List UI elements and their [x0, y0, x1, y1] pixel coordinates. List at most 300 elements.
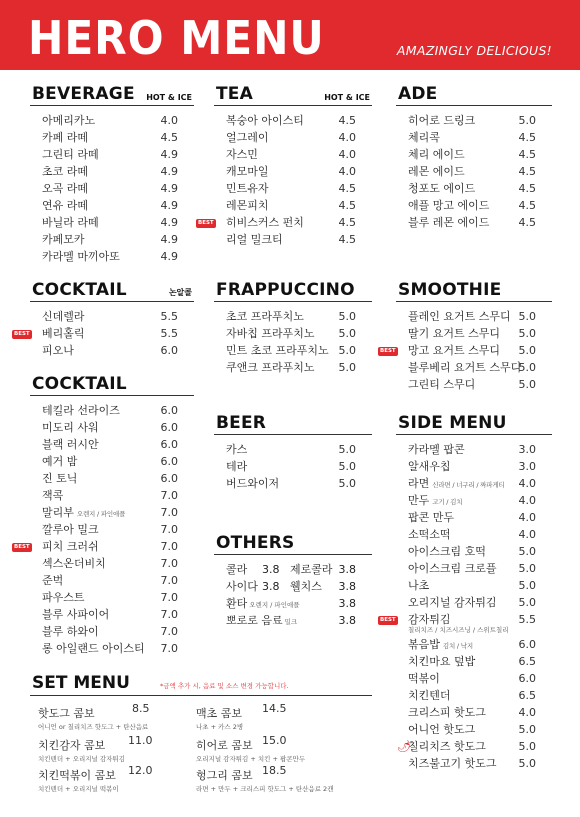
- menu-item: [30, 521, 194, 538]
- item-price: 4.5: [518, 216, 536, 229]
- item-price: 5.5: [518, 613, 536, 626]
- section-cocktail: [14, 374, 194, 657]
- item-name: 베리홀릭: [42, 327, 85, 340]
- item-name: 잭콕: [42, 489, 64, 502]
- item-name: 준벅: [42, 574, 64, 587]
- item-name: 섹스온더비치: [42, 557, 106, 570]
- section-note: HOT & ICE: [146, 93, 192, 102]
- item-name: 아이스크림 호떡: [408, 545, 486, 558]
- menu-list: [14, 402, 194, 657]
- item-name: 블루 사파이어: [42, 608, 110, 621]
- item-name: 플레인 요거트 스무디: [408, 310, 511, 323]
- item-name: 사이다: [226, 580, 258, 593]
- menu-item: [396, 670, 552, 687]
- menu-item: [30, 214, 194, 231]
- item-price: 7.0: [160, 591, 178, 604]
- section-header: [30, 374, 194, 396]
- menu-item: [396, 560, 552, 577]
- item-price: 4.0: [518, 477, 536, 490]
- item-price: 5.0: [518, 361, 536, 374]
- item-name: 말리부 오렌지 / 파인애플: [42, 506, 126, 519]
- menu-item: [396, 458, 552, 475]
- item-price: 6.5: [518, 689, 536, 702]
- menu-item: [396, 112, 552, 129]
- item-price: 3.8: [338, 614, 356, 627]
- menu-item: [30, 453, 194, 470]
- section-note: 논알콜: [168, 288, 192, 297]
- others-row: [214, 612, 372, 629]
- menu-item: [14, 538, 194, 555]
- others-row: [214, 595, 372, 612]
- section-header: [214, 280, 372, 302]
- item-name: 알새우칩: [408, 460, 451, 473]
- item-price: 5.0: [518, 740, 536, 753]
- item-price: 3.8: [338, 580, 356, 593]
- item-price: 7.0: [160, 642, 178, 655]
- item-price: 4.9: [160, 148, 178, 161]
- menu-item: [30, 342, 194, 359]
- item-price: 5.0: [338, 477, 356, 490]
- menu-item: [214, 129, 372, 146]
- item-price: 5.0: [518, 596, 536, 609]
- item-name: 파우스트: [42, 591, 85, 604]
- item-name: 카페모카: [42, 233, 85, 246]
- item-price: 4.9: [160, 250, 178, 263]
- section-header: [30, 84, 194, 106]
- section-title: TEA: [216, 84, 253, 104]
- item-price: 4.0: [338, 131, 356, 144]
- item-price: 7.0: [160, 506, 178, 519]
- section-header: [214, 84, 372, 106]
- item-price: 8.5: [132, 702, 150, 715]
- menu-item: [30, 640, 194, 657]
- item-price: 4.5: [338, 114, 356, 127]
- item-name: 예거 밤: [42, 455, 78, 468]
- divider: [30, 695, 372, 696]
- tagline: AMAZINGLY DELICIOUS!: [396, 43, 552, 58]
- item-price: 4.9: [160, 182, 178, 195]
- item-price: 4.9: [160, 233, 178, 246]
- item-price: 7.0: [160, 523, 178, 536]
- item-price: 3.8: [262, 580, 280, 593]
- item-price: 6.0: [160, 404, 178, 417]
- item-name: 히어로 콤보: [196, 739, 253, 752]
- item-price: 4.9: [160, 199, 178, 212]
- menu-list: [396, 112, 552, 231]
- item-price: 5.0: [518, 378, 536, 391]
- menu-list: [14, 308, 194, 359]
- chili-pepper-icon: 🌶: [397, 740, 411, 753]
- menu-item: [396, 704, 552, 721]
- menu-item: [30, 402, 194, 419]
- menu-item: [30, 248, 194, 265]
- set-menu-item: [196, 764, 333, 793]
- item-name: 초코 프라푸치노: [226, 310, 304, 323]
- section-header: [214, 533, 372, 555]
- item-price: 5.0: [338, 460, 356, 473]
- menu-item: [396, 376, 552, 393]
- item-name: 자바칩 프라푸치노: [226, 327, 315, 340]
- item-name: 테킬라 선라이즈: [42, 404, 120, 417]
- item-price: 4.5: [338, 182, 356, 195]
- item-name: 칠리치즈 핫도그: [408, 740, 486, 753]
- item-name: 치킨감자 콤보: [38, 739, 106, 752]
- menu-item: [30, 623, 194, 640]
- item-name: 바닐라 라떼: [42, 216, 99, 229]
- item-price: 5.0: [518, 757, 536, 770]
- item-price: 4.5: [518, 199, 536, 212]
- menu-list: [380, 308, 552, 393]
- item-name: 레몬 에이드: [408, 165, 465, 178]
- item-name: 얼그레이: [226, 131, 269, 144]
- menu-item: [30, 197, 194, 214]
- item-description: 어니언 or 칠리치즈 핫도그 + 탄산음료: [38, 723, 149, 731]
- section-title: ADE: [398, 84, 438, 104]
- item-name: 복숭아 아이스티: [226, 114, 304, 127]
- menu-item: [396, 129, 552, 146]
- section-others: [214, 533, 372, 629]
- section-beer: [214, 413, 372, 492]
- menu-item: [396, 475, 552, 492]
- item-price: 5.0: [518, 310, 536, 323]
- item-name: 아이스크림 크로플: [408, 562, 497, 575]
- item-name: 테라: [226, 460, 248, 473]
- section-ade: [396, 84, 552, 231]
- section-title: BEVERAGE: [32, 84, 135, 104]
- item-price: 7.0: [160, 489, 178, 502]
- menu-item: [214, 342, 372, 359]
- item-name: 카라멜 팝콘: [408, 443, 465, 456]
- item-price: 15.0: [262, 734, 287, 747]
- item-price: 4.0: [518, 706, 536, 719]
- item-price: 6.0: [518, 672, 536, 685]
- item-name: 신데렐라: [42, 310, 85, 323]
- section-header: [30, 280, 194, 302]
- item-price: 14.5: [262, 702, 287, 715]
- item-price: 5.0: [518, 545, 536, 558]
- menu-list: [198, 112, 372, 248]
- menu-item: [396, 325, 552, 342]
- menu-item: [30, 231, 194, 248]
- menu-item: [214, 197, 372, 214]
- item-price: 4.5: [518, 131, 536, 144]
- item-name: 오리지널 감자튀김: [408, 596, 497, 609]
- item-name: 청포도 에이드: [408, 182, 476, 195]
- menu-item: [396, 163, 552, 180]
- menu-item: [396, 359, 552, 376]
- item-price: 4.0: [338, 148, 356, 161]
- menu-list: [214, 308, 372, 376]
- menu-item: [30, 308, 194, 325]
- best-badge: BEST: [14, 544, 30, 550]
- section-beverage: [30, 84, 194, 265]
- item-name: 떡볶이: [408, 672, 440, 685]
- menu-item: [30, 163, 194, 180]
- menu-item: [396, 721, 552, 738]
- item-name: 체리 에이드: [408, 148, 465, 161]
- best-badge: BEST: [380, 617, 396, 623]
- item-price: 6.0: [160, 344, 178, 357]
- item-price: 12.0: [128, 764, 153, 777]
- item-name: 치킨떡볶이 콤보: [38, 769, 116, 782]
- menu-item: [396, 738, 552, 755]
- menu-item: [396, 526, 552, 543]
- item-name: 블루 하와이: [42, 625, 99, 638]
- item-price: 6.5: [518, 655, 536, 668]
- item-option: 고기 / 김치: [432, 498, 463, 506]
- item-option: 신라면 / 너구리 / 짜파게티: [432, 481, 505, 489]
- item-name: 카라멜 마끼아또: [42, 250, 120, 263]
- item-name: 쿠앤크 프라푸치노: [226, 361, 315, 374]
- item-name: 민트유자: [226, 182, 269, 195]
- item-price: 7.0: [160, 608, 178, 621]
- menu-item: [30, 180, 194, 197]
- set-menu-item: [196, 734, 305, 763]
- item-name: 핫도그 콤보: [38, 707, 95, 720]
- menu-list: [214, 441, 372, 492]
- menu-item: [396, 180, 552, 197]
- section-side-menu: [380, 413, 552, 772]
- set-menu-note: *금액 추가 시, 음료 및 소스 변경 가능합니다.: [160, 682, 289, 690]
- best-badge: BEST: [14, 331, 30, 337]
- menu-item: [214, 458, 372, 475]
- item-name: 어니언 핫도그: [408, 723, 476, 736]
- item-price: 5.0: [338, 361, 356, 374]
- menu-item: [396, 197, 552, 214]
- item-name: 그린티 라떼: [42, 148, 99, 161]
- menu-item: [30, 589, 194, 606]
- menu-item: [396, 441, 552, 458]
- section-title: SET MENU: [32, 673, 130, 693]
- header-banner: [0, 0, 580, 70]
- menu-item: [214, 475, 372, 492]
- menu-item: [30, 572, 194, 589]
- item-price: 3.0: [518, 460, 536, 473]
- item-name: 연유 라떼: [42, 199, 89, 212]
- item-name: 히어로 드링크: [408, 114, 476, 127]
- item-description: 치킨텐더 + 오리지널 떡볶이: [38, 785, 119, 793]
- others-row: [214, 578, 372, 595]
- item-name: 헝그리 콤보: [196, 769, 253, 782]
- menu-item: [396, 687, 552, 704]
- section-frappuccino: [214, 280, 372, 376]
- item-option: 밀크: [284, 618, 298, 626]
- item-price: 6.0: [160, 438, 178, 451]
- section-title: COCKTAIL: [32, 280, 127, 300]
- item-name: 소떡소떡: [408, 528, 451, 541]
- menu-item: [396, 543, 552, 560]
- item-name: 환타 오렌지 / 파인애플: [226, 597, 300, 610]
- menu-item: [380, 342, 552, 359]
- item-price: 18.5: [262, 764, 287, 777]
- item-name: 미도리 사워: [42, 421, 99, 434]
- section-title: BEER: [216, 413, 267, 433]
- item-name: 치킨마요 덮밥: [408, 655, 476, 668]
- item-price: 5.0: [518, 344, 536, 357]
- item-price: 11.0: [128, 734, 153, 747]
- item-price: 4.5: [518, 148, 536, 161]
- item-name: 치즈불고기 핫도그: [408, 757, 497, 770]
- item-name: 리얼 밀크티: [226, 233, 283, 246]
- item-price: 6.0: [160, 472, 178, 485]
- set-menu-header: [30, 672, 330, 696]
- best-badge: BEST: [380, 348, 396, 354]
- item-option: 김치 / 낙지: [442, 642, 473, 650]
- section-header: [396, 84, 552, 106]
- menu-item: [214, 308, 372, 325]
- item-name: 콜라: [226, 563, 248, 576]
- menu-item: [396, 636, 552, 653]
- item-price: 4.0: [338, 165, 356, 178]
- set-menu-item: [38, 702, 148, 731]
- item-name: 깔루아 밀크: [42, 523, 99, 536]
- section-title: COCKTAIL: [32, 374, 127, 394]
- item-name: 팝콘 만두: [408, 511, 455, 524]
- best-badge: BEST: [198, 220, 214, 226]
- item-name: 뽀로로 음료 밀크: [226, 614, 298, 627]
- item-name: 히비스커스 펀치: [226, 216, 304, 229]
- menu-item: [396, 214, 552, 231]
- item-option: 오렌지 / 파인애플: [76, 510, 126, 518]
- menu-item: [396, 653, 552, 670]
- item-name: 체리콕: [408, 131, 440, 144]
- item-name: 감자튀김: [408, 613, 451, 626]
- menu-item: [30, 555, 194, 572]
- item-name: 크리스피 핫도그: [408, 706, 486, 719]
- item-name: 버드와이저: [226, 477, 280, 490]
- section-title: SMOOTHIE: [398, 280, 502, 300]
- item-name: 자스민: [226, 148, 258, 161]
- item-price: 4.5: [518, 182, 536, 195]
- menu-item: [214, 231, 372, 248]
- item-price: 3.8: [338, 563, 356, 576]
- section-note: HOT & ICE: [324, 93, 370, 102]
- menu-item: [14, 325, 194, 342]
- menu-list: [30, 112, 194, 265]
- item-description: 나초 + 카스 2병: [196, 723, 244, 731]
- item-name: 볶음밥 김치 / 낙지: [408, 638, 473, 651]
- item-price: 4.0: [518, 528, 536, 541]
- item-price: 5.5: [160, 310, 178, 323]
- menu-item: [30, 129, 194, 146]
- menu-item: [30, 487, 194, 504]
- item-name: 아메리카노: [42, 114, 96, 127]
- item-price: 5.0: [518, 579, 536, 592]
- section-title: FRAPPUCCINO: [216, 280, 355, 300]
- section-header: [396, 280, 552, 302]
- item-name: 민트 초코 프라푸치노: [226, 344, 329, 357]
- item-name: 나초: [408, 579, 430, 592]
- section-smoothie: [380, 280, 552, 393]
- item-price: 7.0: [160, 540, 178, 553]
- item-price: 5.0: [518, 114, 536, 127]
- menu-item: [30, 504, 194, 521]
- item-options: 칠리치즈 / 치즈시즈닝 / 스위트칠리: [408, 626, 509, 634]
- item-price: 7.0: [160, 557, 178, 570]
- menu-item: [30, 112, 194, 129]
- section-cocktail-nonalcoholic: [14, 280, 194, 359]
- item-price: 6.0: [518, 638, 536, 651]
- menu-item: [214, 146, 372, 163]
- set-menu-item: [38, 734, 153, 763]
- menu-item: [30, 419, 194, 436]
- set-menu-item: [196, 702, 287, 731]
- item-description: 라면 + 만두 + 크리스피 핫도그 + 탄산음료 2캔: [196, 785, 334, 793]
- menu-item: [396, 594, 552, 611]
- item-price: 3.8: [262, 563, 280, 576]
- menu-item: [396, 509, 552, 526]
- item-price: 6.0: [160, 455, 178, 468]
- item-price: 5.0: [338, 443, 356, 456]
- menu-list: [380, 441, 552, 772]
- menu-item: [30, 436, 194, 453]
- item-name: 망고 요거트 스무디: [408, 344, 501, 357]
- item-price: 4.0: [518, 494, 536, 507]
- item-name: 그린티 스무디: [408, 378, 476, 391]
- menu-item: [214, 441, 372, 458]
- menu-item: [396, 577, 552, 594]
- item-price: 4.9: [160, 216, 178, 229]
- item-name: 카페 라떼: [42, 131, 89, 144]
- item-price: 5.0: [338, 310, 356, 323]
- section-title: OTHERS: [216, 533, 295, 553]
- item-name: 딸기 요거트 스무디: [408, 327, 501, 340]
- section-header: [214, 413, 372, 435]
- item-name: 블루 레몬 에이드: [408, 216, 490, 229]
- item-description: 오리지널 감자튀김 + 치킨 + 팝콘만두: [196, 755, 306, 763]
- menu-item: [214, 359, 372, 376]
- item-name: 제로콜라: [290, 563, 333, 576]
- item-price: 5.0: [518, 723, 536, 736]
- item-price: 4.0: [160, 114, 178, 127]
- item-name: 치킨텐더: [408, 689, 451, 702]
- menu-title: HERO MENU: [28, 11, 325, 65]
- item-name: 맥초 콤보: [196, 707, 243, 720]
- menu-item: [396, 492, 552, 509]
- item-price: 5.0: [338, 344, 356, 357]
- menu-item: [214, 180, 372, 197]
- item-name: 만두 고기 / 김치: [408, 494, 463, 507]
- menu-item: [214, 163, 372, 180]
- section-header: [396, 413, 552, 435]
- item-name: 진 토닉: [42, 472, 78, 485]
- item-price: 3.8: [338, 597, 356, 610]
- item-price: 4.5: [518, 165, 536, 178]
- item-price: 6.0: [160, 421, 178, 434]
- others-list: [214, 561, 372, 629]
- menu-item: [214, 112, 372, 129]
- item-price: 4.0: [518, 511, 536, 524]
- menu-item: [30, 470, 194, 487]
- item-price: 5.5: [160, 327, 178, 340]
- item-description: 치킨텐더 + 오리지널 감자튀김: [38, 755, 125, 763]
- others-row: [214, 561, 372, 578]
- item-price: 5.0: [338, 327, 356, 340]
- menu-item: [30, 146, 194, 163]
- menu-item: [30, 606, 194, 623]
- item-name: 카스: [226, 443, 248, 456]
- section-title: SIDE MENU: [398, 413, 507, 433]
- menu-item: [396, 755, 552, 772]
- item-name: 초코 라떼: [42, 165, 89, 178]
- item-name: 애플 망고 에이드: [408, 199, 490, 212]
- section-tea: [198, 84, 372, 248]
- item-option: 오렌지 / 파인애플: [249, 601, 300, 609]
- item-name: 롱 아일랜드 아이스티: [42, 642, 145, 655]
- item-price: 4.5: [338, 199, 356, 212]
- item-name: 캐모마일: [226, 165, 269, 178]
- item-price: 7.0: [160, 574, 178, 587]
